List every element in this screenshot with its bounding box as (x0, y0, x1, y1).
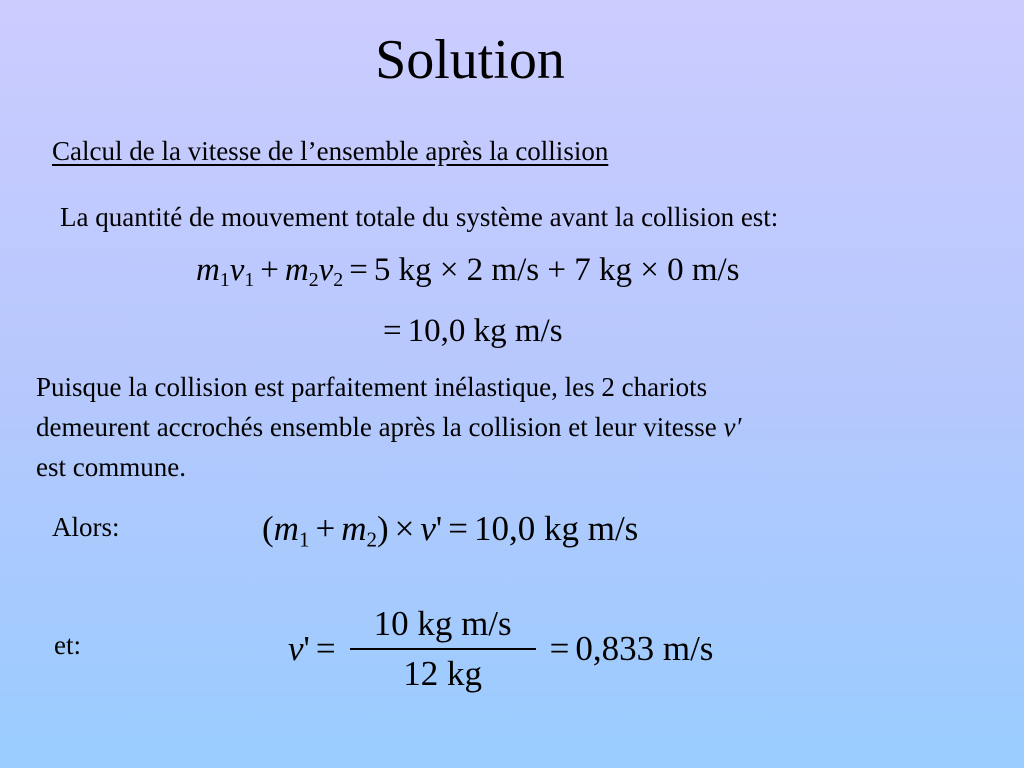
paragraph-line-1: Puisque la collision est parfaitement inélastique, les 2 chariots (36, 372, 708, 402)
slide-title: Solution (375, 29, 565, 91)
paragraph-line-2-text: demeurent accrochés ensemble après la collision et leur vitesse (36, 412, 717, 442)
momentum-equation: $m_1v_1 + m_2v_2 = 5$ kg × 2 m/s + 7 kg × 0 m/s (196, 252, 740, 291)
velocity-fraction (350, 604, 536, 694)
momentum-result: = 10,0 kg m/s (383, 313, 563, 349)
velocity-variable: v′ (723, 412, 742, 442)
paragraph-line-3: est commune. (36, 452, 186, 482)
label-alors: Alors: (52, 512, 120, 542)
velocity-result: 0,833 m/s (575, 629, 714, 668)
explanation-paragraph (36, 367, 966, 487)
momentum-equation-rhs: 5 kg × 2 m/s + 7 kg × 0 m/s (373, 252, 740, 288)
label-et: et: (54, 630, 81, 660)
paragraph-line-2 (36, 407, 966, 447)
fraction-denominator: 12 kg (403, 654, 482, 693)
velocity-equation: v' = $\frac{\text{10 kg m/s}}{12 kg}$ = 0,833 m/s (288, 604, 714, 693)
fraction-numerator: 10 kg m/s (373, 604, 512, 643)
intro-text: La quantité de mouvement totale du système avant la collision est: (60, 202, 779, 232)
momentum-result-value: 10,0 kg m/s (407, 313, 563, 349)
combined-momentum-equation: $(m_1 + m_2) \times v' = 10,0$ kg m/s (262, 509, 639, 552)
combined-momentum-rhs: 10,0 kg m/s (473, 509, 639, 548)
section-heading: Calcul de la vitesse de l’ensemble après la collision (52, 136, 609, 166)
